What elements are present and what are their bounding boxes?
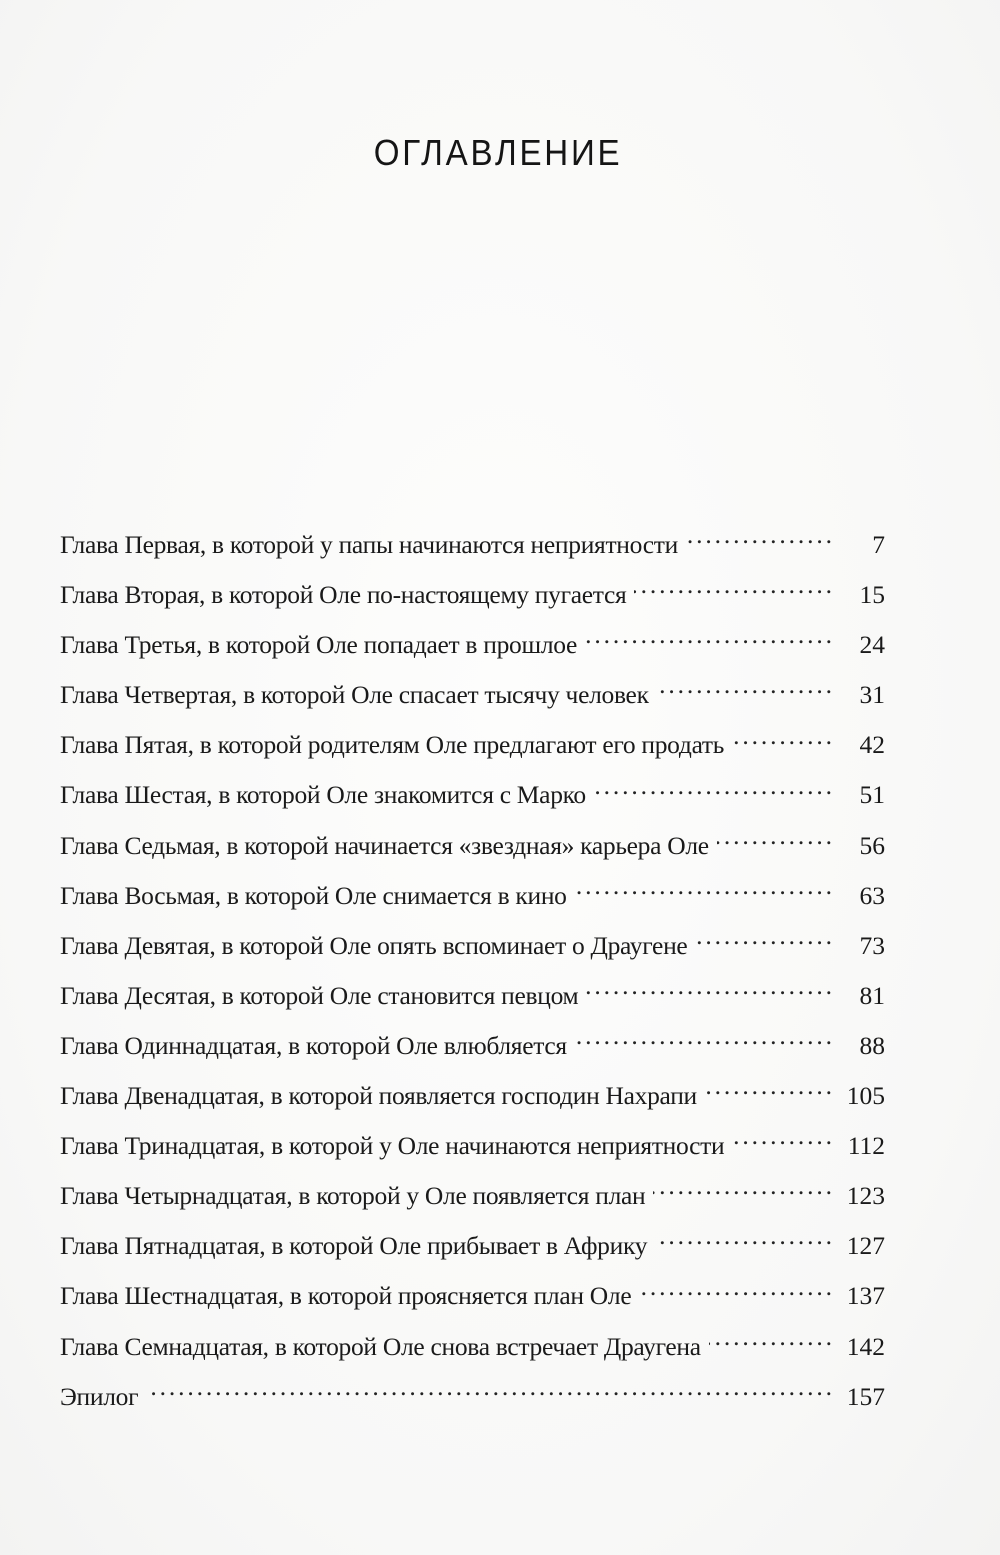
toc-entry-title: Глава Семнадцатая, в которой Оле снова встречает Драугена — [60, 1331, 701, 1361]
dot-leader — [705, 1079, 831, 1105]
toc-entry — [60, 620, 885, 670]
toc-entry-title: Глава Одиннадцатая, в которой Оле влюбляется — [60, 1030, 567, 1060]
toc-entry-title: Глава Восьмая, в которой Оле снимается в кино — [60, 880, 567, 910]
toc-entry — [60, 1271, 885, 1321]
toc-entry-page: 105 — [846, 1081, 885, 1111]
dot-leader — [732, 1129, 831, 1155]
toc-entry-title: Глава Пятнадцатая, в которой Оле прибывает в Африку — [60, 1231, 648, 1261]
toc-entry-title: Глава Пятая, в которой родителям Оле предлагают его продать — [60, 730, 725, 760]
toc-entry-page: 56 — [859, 830, 885, 860]
toc-entry-title: Глава Вторая, в которой Оле по-настоящему пугается — [60, 580, 627, 610]
toc-entry — [60, 720, 885, 770]
dot-leader — [686, 528, 831, 554]
toc-entry — [60, 871, 885, 921]
toc-entry-title: Глава Четвертая, в которой Оле спасает тысячу человек — [60, 680, 649, 710]
toc-entry — [60, 670, 885, 720]
toc-entry — [60, 1121, 885, 1171]
toc-entry-page: 63 — [859, 880, 885, 910]
toc-entry-page: 15 — [859, 580, 885, 610]
toc-entry-title: Глава Тринадцатая, в которой у Оле начинаются неприятности — [60, 1131, 725, 1161]
toc-entry — [60, 971, 885, 1021]
toc-entry — [60, 1322, 885, 1372]
toc-entry-title: Глава Десятая, в которой Оле становится певцом — [60, 980, 579, 1010]
toc-entry-title: Глава Первая, в которой у папы начинаются неприятности — [60, 530, 678, 559]
toc-entry-page: 127 — [846, 1231, 885, 1261]
toc-entry-title: Глава Четырнадцатая, в которой у Оле появляется план — [60, 1181, 646, 1211]
toc-entry — [60, 1071, 885, 1121]
toc-entry-title: Эпилог — [60, 1381, 139, 1411]
toc-entry-page: 51 — [859, 780, 885, 810]
toc-entry — [60, 921, 885, 971]
toc-entry-title: Глава Шестнадцатая, в которой проясняется план Оле — [60, 1281, 632, 1311]
toc-entry-page: 73 — [859, 930, 885, 960]
toc-entry-page: 137 — [846, 1281, 885, 1311]
toc-entry-page: 81 — [859, 980, 885, 1010]
dot-leader — [639, 1279, 831, 1305]
toc-entry-page: 142 — [846, 1331, 885, 1361]
toc-entry-page: 42 — [859, 730, 885, 760]
toc-entry-page: 7 — [872, 530, 885, 559]
dot-leader — [585, 628, 831, 654]
toc-entry-page: 157 — [846, 1381, 885, 1411]
toc-entry-title: Глава Девятая, в которой Оле опять вспоминает о Драугене — [60, 930, 688, 960]
toc-entry-title: Глава Двенадцатая, в которой появляется господин Нахрапи — [60, 1081, 697, 1111]
toc-entry-title: Глава Шестая, в которой Оле знакомится с Марко — [60, 780, 586, 810]
table-of-contents — [60, 520, 885, 1422]
dot-leader — [653, 1179, 831, 1205]
toc-entry-page: 24 — [859, 630, 885, 660]
toc-entry-page: 88 — [859, 1030, 885, 1060]
toc-entry-title: Глава Третья, в которой Оле попадает в прошлое — [60, 630, 578, 660]
dot-leader — [717, 828, 831, 854]
dot-leader — [575, 1028, 831, 1054]
dot-leader — [634, 578, 831, 604]
toc-entry — [60, 570, 885, 620]
dot-leader — [146, 1379, 831, 1405]
dot-leader — [732, 728, 831, 754]
dot-leader — [695, 928, 831, 954]
toc-entry — [60, 770, 885, 820]
toc-entry-page: 31 — [859, 680, 885, 710]
toc-entry-page: 123 — [846, 1181, 885, 1211]
toc-entry — [60, 1021, 885, 1071]
toc-entry — [60, 821, 885, 871]
dot-leader — [709, 1329, 831, 1355]
dot-leader — [655, 1229, 831, 1255]
dot-leader — [575, 878, 831, 904]
toc-entry — [60, 520, 885, 570]
toc-entry-page: 112 — [847, 1131, 885, 1161]
toc-entry — [60, 1171, 885, 1221]
page-title: ОГЛАВЛЕНИЕ — [373, 132, 623, 174]
dot-leader — [586, 978, 831, 1004]
toc-entry-title: Глава Седьмая, в которой начинается «звездная» карьера Оле — [60, 830, 709, 860]
dot-leader — [657, 678, 831, 704]
toc-entry-epilogue — [60, 1372, 885, 1422]
dot-leader — [594, 778, 831, 804]
toc-entry — [60, 1221, 885, 1271]
